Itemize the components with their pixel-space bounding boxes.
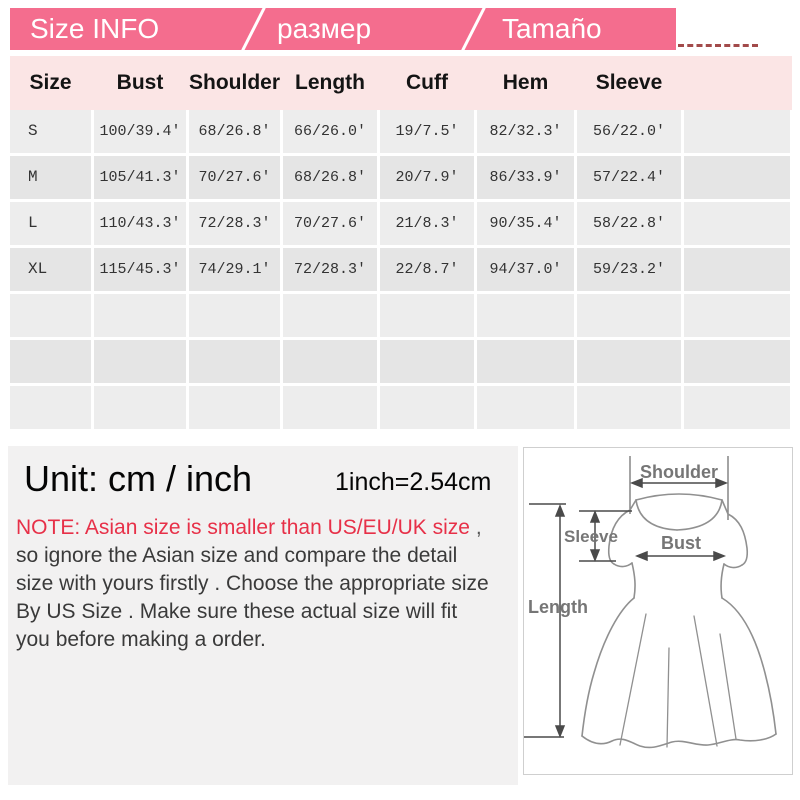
measurement-cell: 86/33.9′	[477, 156, 574, 199]
column-header-sleeve: Sleeve	[595, 71, 663, 94]
note-line: you before making a order.	[16, 628, 266, 651]
measurement-cell: 58/22.8′	[577, 202, 681, 245]
size-cell: S	[10, 110, 91, 153]
measurement-cell	[283, 340, 377, 383]
measurement-cell: 68/26.8′	[283, 156, 377, 199]
measurement-cell	[189, 340, 280, 383]
column-header-cuff: Cuff	[406, 71, 448, 94]
measurement-cell	[189, 386, 280, 429]
note-text	[16, 514, 489, 654]
column-header-bust: Bust	[116, 71, 164, 94]
measurement-cell: 57/22.4′	[577, 156, 681, 199]
measurement-cell	[684, 110, 790, 153]
size-cell: L	[10, 202, 91, 245]
conversion-label: 1inch=2.54cm	[335, 468, 492, 496]
measurement-cell	[577, 386, 681, 429]
column-header-hem: Hem	[502, 71, 549, 94]
note-comma: ,	[469, 516, 482, 539]
measurement-cell	[94, 294, 186, 337]
column-header-size: Size	[29, 71, 72, 94]
slash-divider-icon	[241, 7, 265, 51]
header-title-en: Size INFO	[30, 13, 160, 44]
length-label: Length	[528, 597, 588, 617]
length-arrow	[524, 504, 566, 737]
size-cell: M	[10, 156, 91, 199]
table-header-row	[10, 56, 792, 110]
measurement-cell: 59/23.2′	[577, 248, 681, 291]
measurement-cell: 56/22.0′	[577, 110, 681, 153]
measurement-cell: 66/26.0′	[283, 110, 377, 153]
measurement-cell	[577, 294, 681, 337]
bust-label: Bust	[661, 533, 701, 553]
measurement-cell	[283, 386, 377, 429]
measurement-cell: 72/28.3′	[283, 248, 377, 291]
shoulder-label: Shoulder	[639, 462, 719, 482]
size-cell	[10, 386, 91, 429]
measurement-cell	[684, 156, 790, 199]
measurement-cell: 20/7.9′	[380, 156, 474, 199]
size-table	[10, 56, 792, 432]
measurement-cell: 22/8.7′	[380, 248, 474, 291]
info-panel	[8, 446, 518, 785]
measurement-cell	[283, 294, 377, 337]
size-cell: XL	[10, 248, 91, 291]
measurement-cell	[94, 340, 186, 383]
measurement-cell	[94, 386, 186, 429]
table-row	[10, 202, 792, 245]
measurement-cell: 70/27.6′	[283, 202, 377, 245]
measurement-cell: 21/8.3′	[380, 202, 474, 245]
table-row	[10, 110, 792, 153]
bust-arrow	[637, 552, 724, 560]
measurement-cell	[577, 340, 681, 383]
measurement-cell: 115/45.3′	[94, 248, 186, 291]
table-row	[10, 386, 792, 429]
measurement-cell: 72/28.3′	[189, 202, 280, 245]
note-line: By US Size . Make sure these actual size will fit	[16, 600, 458, 623]
dashed-underline	[678, 44, 758, 47]
header-title-ru: размер	[277, 13, 372, 44]
note-line: so ignore the Asian size and compare the detail	[16, 544, 458, 567]
note-line: size with yours firstly . Choose the appropriate size	[16, 572, 489, 595]
measurement-cell: 110/43.3′	[94, 202, 186, 245]
column-header-length: Length	[295, 71, 365, 94]
measurement-cell	[477, 340, 574, 383]
measurement-cell	[380, 294, 474, 337]
table-row	[10, 248, 792, 291]
measurement-cell: 90/35.4′	[477, 202, 574, 245]
table-row	[10, 294, 792, 337]
sleeve-label: Sleeve	[564, 527, 618, 546]
unit-label: Unit: cm / inch	[24, 458, 253, 499]
measurement-cell: 82/32.3′	[477, 110, 574, 153]
table-body	[10, 110, 792, 429]
measurement-cell	[477, 294, 574, 337]
measurement-diagram	[523, 447, 793, 775]
note-line-highlight	[16, 514, 489, 542]
measurement-cell	[189, 294, 280, 337]
measurement-cell: 105/41.3′	[94, 156, 186, 199]
measurement-cell	[684, 340, 790, 383]
measurement-cell: 94/37.0′	[477, 248, 574, 291]
size-cell	[10, 340, 91, 383]
measurement-cell: 70/27.6′	[189, 156, 280, 199]
measurement-cell: 100/39.4′	[94, 110, 186, 153]
slash-divider-icon	[461, 7, 485, 51]
measurement-cell	[684, 294, 790, 337]
measurement-cell: 68/26.8′	[189, 110, 280, 153]
dress-diagram-svg	[524, 448, 790, 772]
note-red-text: NOTE: Asian size is smaller than US/EU/UK size	[16, 516, 470, 539]
table-row	[10, 156, 792, 199]
measurement-cell	[380, 386, 474, 429]
measurement-cell: 19/7.5′	[380, 110, 474, 153]
header-bar	[10, 8, 676, 50]
measurement-cell	[684, 248, 790, 291]
size-cell	[10, 294, 91, 337]
table-row	[10, 340, 792, 383]
column-header-shoulder: Shoulder	[189, 71, 281, 94]
measurement-cell	[380, 340, 474, 383]
measurement-cell: 74/29.1′	[189, 248, 280, 291]
header-title-es: Tamaño	[502, 13, 602, 44]
measurement-cell	[477, 386, 574, 429]
measurement-cell	[684, 202, 790, 245]
measurement-cell	[684, 386, 790, 429]
